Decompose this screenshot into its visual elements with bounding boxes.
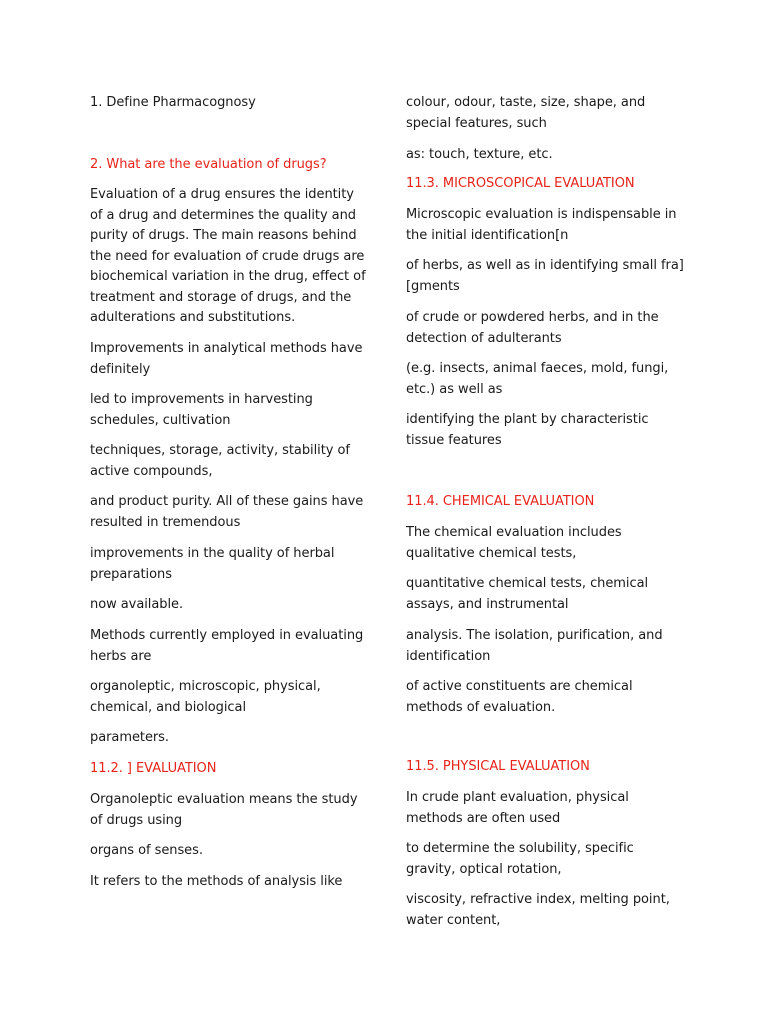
paragraph-line: Microscopic evaluation is indispensable in the initial identification[n [406, 207, 677, 243]
paragraph-line: parameters. [90, 730, 169, 745]
section-11-4-heading: 11.4. CHEMICAL EVALUATION [406, 494, 595, 509]
section-11-3-heading: 11.3. MICROSCOPICAL EVALUATION [406, 176, 635, 191]
question-1: 1. Define Pharmacognosy [90, 95, 256, 110]
paragraph-line: The chemical evaluation includes qualitative chemical tests, [406, 525, 622, 561]
paragraph-line: Methods currently employed in evaluating herbs are [90, 628, 364, 664]
paragraph-line: now available. [90, 597, 184, 612]
paragraph-line: of active constituents are chemical methods of evaluation. [406, 679, 633, 715]
paragraph-line: It refers to the methods of analysis like [90, 874, 343, 889]
paragraph-line: improvements in the quality of herbal preparations [90, 546, 335, 582]
paragraph-line: quantitative chemical tests, chemical assays, and instrumental [406, 576, 649, 612]
section-11-5-heading: 11.5. PHYSICAL EVALUATION [406, 759, 590, 774]
section-11-2-heading: 11.2. ] EVALUATION [90, 761, 217, 776]
paragraph-line: and product purity. All of these gains have resulted in tremendous [90, 494, 364, 530]
question-2-heading: 2. What are the evaluation of drugs? [90, 157, 327, 172]
paragraph-line: colour, odour, taste, size, shape, and special features, such [406, 95, 646, 131]
paragraph-line: Improvements in analytical methods have definitely [90, 341, 363, 377]
paragraph-line: organs of senses. [90, 843, 203, 858]
paragraph-line: techniques, storage, activity, stability of active compounds, [90, 443, 350, 479]
paragraph-line: of crude or powdered herbs, and in the detection of adulterants [406, 310, 659, 346]
paragraph-line: viscosity, refractive index, melting point, water content, [406, 892, 670, 928]
paragraph-line: identifying the plant by characteristic tissue features [406, 412, 649, 448]
paragraph-line: to determine the solubility, specific gravity, optical rotation, [406, 841, 634, 877]
paragraph-line: organoleptic, microscopic, physical, chemical, and biological [90, 679, 321, 715]
paragraph-line: of herbs, as well as in identifying small fra] [gments [406, 258, 684, 294]
paragraph-line: (e.g. insects, animal faeces, mold, fungi, etc.) as well as [406, 361, 669, 397]
evaluation-paragraph: Evaluation of a drug ensures the identity of a drug and determines the quality and purity of drugs. The main reasons behind the need for evaluation of crude drugs are biochemical variation in the drug, effect of treatment and storage of drugs, and the adulterations and substitutions. [90, 187, 366, 325]
paragraph-line: Organoleptic evaluation means the study of drugs using [90, 792, 358, 828]
paragraph-line: led to improvements in harvesting schedules, cultivation [90, 392, 313, 428]
paragraph-line: analysis. The isolation, purification, and identification [406, 628, 663, 664]
paragraph-line: In crude plant evaluation, physical methods are often used [406, 790, 629, 826]
paragraph-line: as: touch, texture, etc. [406, 147, 553, 162]
